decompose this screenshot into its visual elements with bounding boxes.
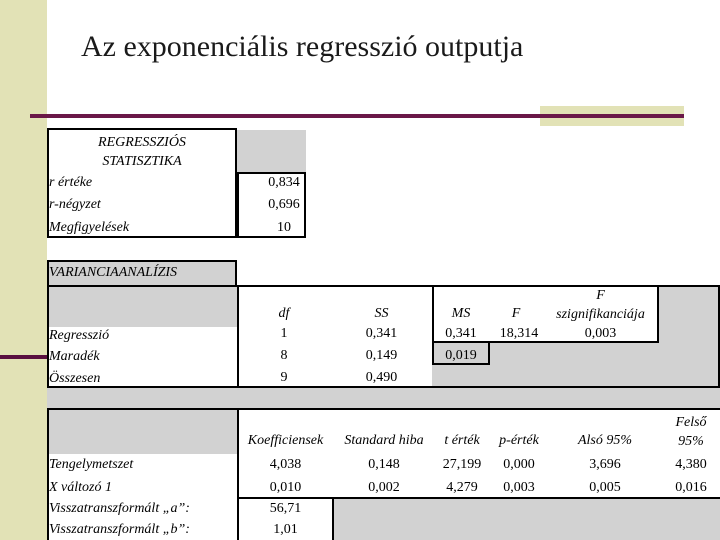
stats-gray-panel xyxy=(237,130,306,172)
stats-value-r2: 0,696 xyxy=(268,197,300,212)
anova-regression-f: 18,314 xyxy=(499,326,539,341)
coef-row-x1-label: X változó 1 xyxy=(49,480,112,495)
anova-row-total-label: Összesen xyxy=(49,371,101,386)
anova-total-ss: 0,490 xyxy=(365,370,398,385)
anova-residual-df: 8 xyxy=(280,348,288,363)
stats-value-r: 0,834 xyxy=(268,175,300,190)
anova-regression-ss: 0,341 xyxy=(365,326,398,341)
anova-row-regression-label: Regresszió xyxy=(49,328,110,343)
divider-accent-line xyxy=(540,114,684,118)
anova-header: VARIANCIAANALÍZIS xyxy=(49,265,178,280)
coef-x1-t: 4,279 xyxy=(446,480,478,495)
coef-x1-high: 0,016 xyxy=(675,480,707,495)
coef-row-a-label: Visszatranszformált „a”: xyxy=(49,501,190,516)
coef-separator-gray xyxy=(47,386,720,410)
coef-intercept-se: 0,148 xyxy=(368,457,400,472)
coef-col-coefficients: Koefficiensek xyxy=(247,433,324,448)
anova-row-residual-label: Maradék xyxy=(49,349,100,364)
anova-col-df: df xyxy=(278,306,290,321)
anova-regression-ms: 0,341 xyxy=(445,326,477,341)
coef-row-b-label: Visszatranszformált „b”: xyxy=(49,522,190,537)
anova-regression-df: 1 xyxy=(280,326,288,341)
coef-intercept-coef: 4,038 xyxy=(269,457,302,472)
anova-col-ss: SS xyxy=(374,306,389,321)
decorative-sidebar xyxy=(0,0,47,540)
coef-b-value: 1,01 xyxy=(273,522,298,537)
coef-row-intercept-label: Tengelymetszet xyxy=(49,457,134,472)
coef-intercept-t: 27,199 xyxy=(442,457,482,472)
stats-label-observations: Megfigyelések xyxy=(49,220,130,235)
stats-label-r2: r-négyzet xyxy=(49,197,101,212)
anova-total-df: 9 xyxy=(280,370,288,385)
regression-stats-header: REGRESSZIÓS STATISZTIKA xyxy=(98,135,186,169)
anova-col-f: F xyxy=(511,306,521,321)
anova-residual-ss: 0,149 xyxy=(365,348,398,363)
coef-x1-coef: 0,010 xyxy=(269,480,302,495)
coef-a-value: 56,71 xyxy=(269,501,302,516)
stats-value-observations: 10 xyxy=(277,220,291,235)
coef-intercept-high: 4,380 xyxy=(675,457,707,472)
coef-col-t-value: t érték xyxy=(444,433,480,448)
coef-col-lower-95: Alsó 95% xyxy=(577,433,633,448)
coef-intercept-low: 3,696 xyxy=(589,457,621,472)
anova-col-fsig: F szignifikanciája xyxy=(556,288,645,322)
coef-col-p-value: p-érték xyxy=(499,433,539,448)
coef-x1-se: 0,002 xyxy=(368,480,400,495)
coef-col-std-error: Standard hiba xyxy=(344,433,424,448)
slide-title: Az exponenciális regresszió outputja xyxy=(81,30,524,63)
anova-residual-ms: 0,019 xyxy=(445,348,477,363)
sidebar-accent xyxy=(0,355,47,359)
coef-x1-low: 0,005 xyxy=(589,480,621,495)
stats-label-r: r értéke xyxy=(49,175,93,190)
coef-intercept-p: 0,000 xyxy=(503,457,535,472)
anova-col-ms: MS xyxy=(451,306,471,321)
anova-regression-fsig: 0,003 xyxy=(584,326,617,341)
coef-x1-p: 0,003 xyxy=(503,480,535,495)
coef-col-upper-95: Felső 95% xyxy=(675,415,707,449)
